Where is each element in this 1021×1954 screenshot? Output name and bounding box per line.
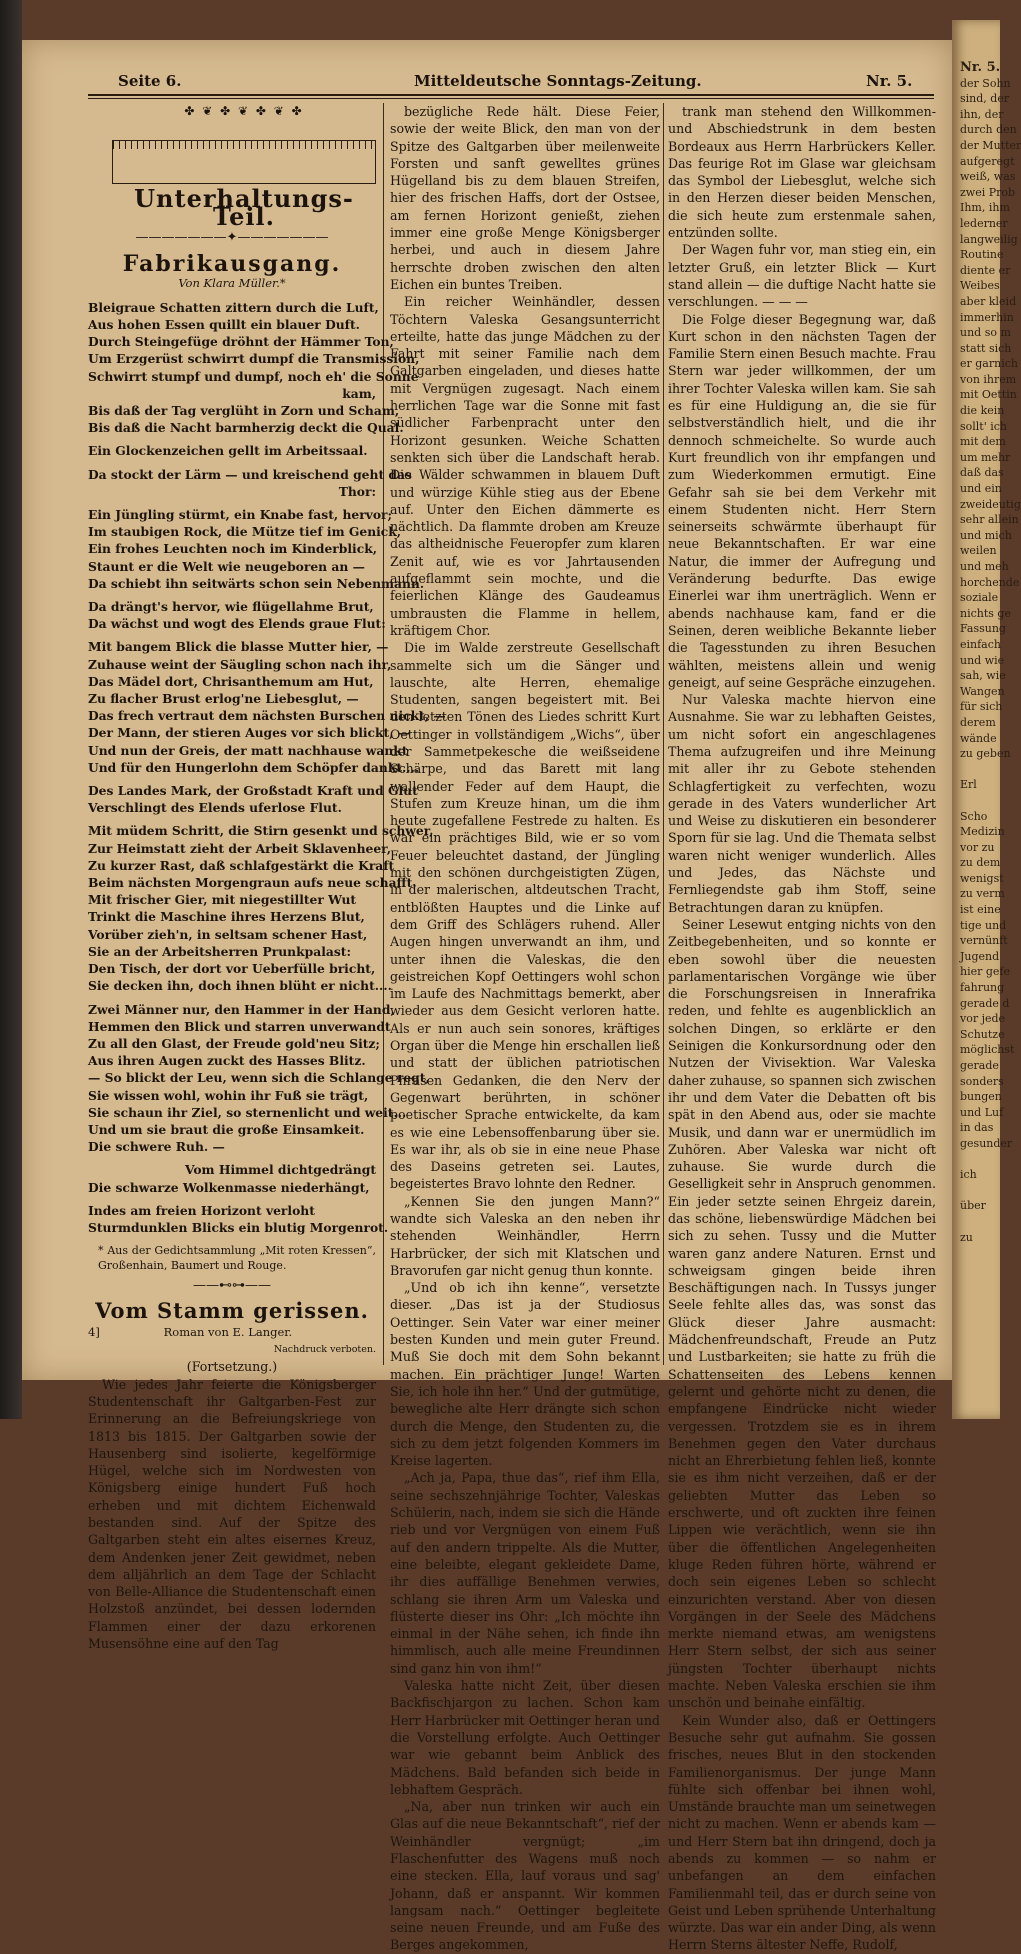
poem-line: Durch Steingefüge dröhnt der Hämmer Ton, <box>88 334 394 350</box>
paragraph: „Ach ja, Papa, thue das“, rief ihm Ella, seine sechszehnjährige Tochter, Valeskas Schülerin, nach, indem sie sich die Hände rieb und vor Vergnügen von einem Fuß auf den andern trippelte. Als die Mutter, eine beleibte, elegant gekleidete Dame, ihr dies auffällige Benehmen verwies, schlang sie ihren Arm um Valeska und flüsterte dieser ins Ohr: „Ich möchte ihn einmal in der Nähe sehen, ich finde ihn himmlisch, auch alle meine Freundinnen sind ganz hin von ihm!“ <box>390 1470 660 1676</box>
adjacent-fragment: statt sich <box>960 341 1012 355</box>
poem-line: Indes am freien Horizont verloht <box>88 1202 315 1218</box>
section-title: Unterhaltungs-Teil. <box>134 184 354 231</box>
poem-line: Da wächst und wogt des Elends graue Flut: <box>88 616 386 632</box>
poem-line: Aus hohen Essen quillt ein blauer Duft. <box>88 316 360 332</box>
adjacent-fragment: immerhin <box>960 310 1014 324</box>
column-divider <box>663 103 664 1365</box>
poem-line: Mit bangem Blick die blasse Mutter hier, — <box>88 639 389 655</box>
adjacent-fragment: vor zu <box>960 840 995 854</box>
adjacent-fragment: vor jede <box>960 1012 1006 1026</box>
poem-line: Des Landes Mark, der Großstadt Kraft und Glut <box>88 783 418 799</box>
adjacent-fragment: Weibes <box>960 279 1000 293</box>
issue-number: Nr. 5. <box>866 72 913 90</box>
adjacent-fragment: und ein <box>960 482 1002 496</box>
poem-line: Sturmdunklen Blicks ein blutig Morgenrot. <box>88 1219 389 1235</box>
adjacent-fragment: Jugend <box>960 949 1000 963</box>
poem-line: Zur Heimstatt zieht der Arbeit Sklavenheer, <box>88 840 392 856</box>
adjacent-fragment: fahrung <box>960 981 1005 995</box>
novel-subtitle: Roman von E. Langer. <box>163 1324 293 1339</box>
adjacent-fragment: der Mutter <box>960 138 1021 152</box>
poem-footnote: * Aus der Gedichtsammlung „Mit roten Kressen“, Großenhain, Baumert und Rouge. <box>98 1244 376 1272</box>
adjacent-fragment: zu geben <box>960 747 1011 761</box>
poem-line: Zu kurzer Rast, daß schlafgestärkt die Kraft <box>88 857 395 873</box>
paragraph: Die Folge dieser Begegnung war, daß Kurt schon in den nächsten Tagen der Familie Stern einen Besuch machte. Frau Stern war jeder willkommen, der um ihrer Tochter Valeska willen kam. Sie sah es für eine Huldigung an, die sie für selbstverständlich hielt, und die ihr dennoch schmeichelte. So wurde auch Kurt freundlich von ihr empfangen und zum Wiederkommen ermutigt. Eine Gefahr sah sie bei dem Verkehr mit einem Studenten nicht. Herr Stern seinerseits schwärmte überhaupt für neue Bekanntschaften. Er war eine Natur, die immer der Aufregung und Veränderung bedurfte. Das ewige Einerlei war ihm unerträglich. Wenn er abends nachhause kam, fand er die Seinen, deren weibliche Bekannte lieber die Tagesstunden zu ihren Besuchen wählten, meistens allein und wenig geneigt, auf seine Gespräche einzugehen. <box>668 311 936 690</box>
paragraph: Der Wagen fuhr vor, man stieg ein, ein letzter Gruß, ein letzter Blick — Kurt stand allein — die duftige Nacht hatte sie verschlungen. — — — <box>668 242 936 310</box>
poem-line: Ein Glockenzeichen gellt im Arbeitssaal. <box>88 443 368 459</box>
paragraph: Die im Walde zerstreute Gesellschaft sammelte sich um die Sänger und lauschte, alte Herren, ehemalige Studenten, sangen begeistert mit. Bei den letzten Tönen des Liedes schritt Kurt Oettinger in vollständigem „Wichs“, über der Sammetpekesche die weißseidene Schärpe, und das Barett mit lang wallender Feder auf dem Haupt, die Stufen zum Kreuze hinan, um die ihm heute zugefallene Festrede zu halten. Es war ein prächtiges Bild, wie er so vom Feuer beleuchtet dastand, der Jüngling mit den schönen durchgeistigten Zügen, in der malerischen, altdeutschen Tracht, entblößten Hauptes und die Linke auf dem Griff des Schlägers ruhend. Aller Augen hingen unverwandt an ihm, und unter ihnen die Valeskas, die den geistreichen Kopf Oettingers wohl schon im Laufe des Nachmittags bemerkt, aber wieder aus dem Gesicht verloren hatte. Als er nun auch sein sonores, kräftiges Organ über die Menge hin erschallen ließ und statt der üblichen patriotischen Phrasen Gedanken, die den Nerv der Gegenwart berührten, in schöner poetischer Sprache entwickelte, da kam es wie eine Lebensoffenbarung über sie. Es war ihr, als ob sie in eine neue Phase des Daseins getreten sei. Lautes, begeistertes Bravo lohnte den Redner. <box>390 640 660 1192</box>
adjacent-fragment: ihn, der <box>960 107 1004 121</box>
section-banner <box>112 140 376 184</box>
adjacent-fragment: sonders <box>960 1074 1004 1088</box>
adjacent-fragment <box>960 1183 1000 1199</box>
poem-line: Die schwarze Wolkenmasse niederhängt, <box>88 1179 370 1195</box>
adjacent-fragment: ich <box>960 1168 977 1182</box>
adjacent-fragment: langweilig <box>960 232 1018 246</box>
adjacent-fragment: zwei Prob <box>960 185 1016 199</box>
poem-line: Das frech vertraut dem nächsten Burschen nickt, — <box>88 708 446 724</box>
adjacent-fragment: Medizin <box>960 825 1005 839</box>
poem-line: Zu all den Glast, der Freude gold'neu Sitz; <box>88 1035 380 1051</box>
poem-line: Staunt er die Welt wie neugeboren an — <box>88 558 365 574</box>
adjacent-issue-number: Nr. 5. <box>960 60 1001 75</box>
poem-line: Hemmen den Blick und starren unverwandt <box>88 1018 391 1034</box>
poem-line: Mit müdem Schritt, die Stirn gesenkt und schwer, <box>88 823 434 839</box>
adjacent-fragment: der Sohn <box>960 76 1011 90</box>
adjacent-fragment: um mehr <box>960 450 1011 464</box>
adjacent-fragment: und meh <box>960 560 1009 573</box>
adjacent-fragment: und mich <box>960 528 1012 542</box>
poem-stanza <box>88 598 386 632</box>
poem-line: Der Mann, der stieren Auges vor sich blickt, — <box>88 725 411 741</box>
adjacent-fragment: über <box>960 1199 986 1213</box>
poem-line: Das Mädel dort, Chrisanthemum am Hut, <box>88 673 374 689</box>
adjacent-fragment: von ihrem <box>960 372 1017 386</box>
adjacent-fragment <box>960 1152 1000 1168</box>
adjacent-fragment: zu <box>960 1230 973 1244</box>
adjacent-fragment: Ihm, ihm <box>960 201 1010 215</box>
header-rule <box>88 94 934 96</box>
column-1 <box>88 103 446 1652</box>
poem-line: Thor: <box>338 483 376 499</box>
poem-line: Da schiebt ihn seitwärts schon sein Nebenmann. <box>88 575 425 591</box>
poem-stanza <box>88 1001 430 1156</box>
poem-line: Zwei Männer nur, den Hammer in der Hand, <box>88 1001 395 1017</box>
paragraph: Valeska hatte nicht Zeit, über diesen Backfischjargon zu lachen. Schon kam Herr Harbrücker mit Oettinger heran und die Vorstellung erfolgte. Auch Oettinger war wie gebannt beim Anblick des Mädchens. Bald befanden sich beide in lebhaftem Gespräch. <box>390 1678 660 1797</box>
ornament-divider: ——⊷⊶—— <box>193 1278 271 1294</box>
paragraph: „Na, aber nun trinken wir auch ein Glas auf die neue Bekanntschaft“, rief der Weinhändler vergnügt; „im Flaschenfutter des Wagens muß noch eine stecken. Ella, lauf voraus und sag' Johann, daß er anspannt. Wir kommen langsam nach.“ Oettinger begleitete seine neuen Freunde, und am Fuße des Berges angekommen, <box>390 1799 660 1953</box>
poem-line: kam, <box>342 385 376 401</box>
adjacent-fragment: Wangen <box>960 684 1005 698</box>
poem-line: Ein Jüngling stürmt, ein Knabe fast, hervor; <box>88 507 393 523</box>
poem-stanza <box>88 1161 376 1195</box>
installment-number: 4] <box>88 1324 100 1339</box>
adjacent-fragment: zu dem <box>960 856 1001 870</box>
poem-line: Trinkt die Maschine ihres Herzens Blut, <box>88 909 365 925</box>
poem-stanza <box>88 442 376 459</box>
novel-title: Vom Stamm gerissen. <box>95 1298 369 1324</box>
poem-line: Sie decken ihn, doch ihnen blüht er nicht.... <box>88 978 392 994</box>
adjacent-fragment: er garnich <box>960 357 1018 371</box>
poem-body <box>88 299 446 1236</box>
ornament-divider: ———————✦——————— <box>135 229 329 245</box>
paragraph: bezügliche Rede hält. Diese Feier, sowie der weite Blick, den man von der Spitze des Galtgarben über meilenweite Forsten und sanft gewelltes grünes Hügelland bis zu dem blauen Streifen, hier des frischen Haffs, dort der Ostsee, am fernen Horizont genießt, ziehen immer eine große Menge Königsberger herbei, und auch in diesem Jahre herrschte droben zwischen den alten Eichen ein buntes Treiben. <box>390 104 660 292</box>
adjacent-fragment: einfach <box>960 637 1001 651</box>
paragraph: „Und ob ich ihn kenne“, versetzte dieser. „Das ist ja der Studiosus Oettinger. Sein Vater war einer meiner besten Kunden und mein guter Freund. Muß Sie doch mit dem Sohn bekannt machen. Ein prächtiger Junge! Warten Sie, ich hole ihn her.“ Und der gutmütige, bewegliche alte Herr drängte sich schon durch die Menge, den Studenten zu, die sich zu dem jetzt folgenden Kommers im Kreise lagerten. <box>390 1280 660 1469</box>
poem-line: Vom Himmel dichtgedrängt <box>184 1162 376 1178</box>
adjacent-fragment: mit dem <box>960 435 1006 449</box>
adjacent-fragment: nichts ge <box>960 606 1011 620</box>
paragraph: Ein reicher Weinhändler, dessen Töchtern Valeska Gesangsunterricht erteilte, hatte das junge Mädchen zu der Fahrt mit seiner Familie nach dem Galtgarben eingeladen, und dieses hatte mit Vergnügen zugesagt. Nach einem herrlichen Tage war die Sonne mit fast südlicher Farbenpracht unter den Horizont gesunken. Weiche Schatten senkten sich über die Landschaft herab. Die Wälder schwammen in blauem Duft und würzige Kühle stieg aus der Ebene auf. Unter den Eichen dämmerte es nächtlich. Da flammte droben am Kreuze das altheidnische Feueropfer zum klaren Zenit auf, wie es vor Jahrtausenden aufgeflammt sein mochte, und die feierlichen Klänge des Gaudeamus umbrausten die Flamme in hellem, kräftigem Chor. <box>390 294 660 638</box>
poem-line: Sie wissen wohl, wohin ihr Fuß sie trägt, <box>88 1087 369 1103</box>
continuation-note: (Fortsetzung.) <box>186 1359 278 1375</box>
poem-stanza <box>88 782 418 816</box>
poem-line: Verschlingt des Elends uferlose Flut. <box>88 800 342 816</box>
paragraph: „Kennen Sie den jungen Mann?“ wandte sich Valeska an den neben ihr stehenden Weinhändler, Herrn Harbrücker, der sich mit Klatschen und Bravorufen gar nicht genug thun konnte. <box>390 1193 660 1278</box>
adjacent-fragment: gesunder <box>960 1136 1013 1150</box>
poem-line: Im staubigen Rock, die Mütze tief im Genick, <box>88 524 402 540</box>
adjacent-fragment: die kein <box>960 404 1005 418</box>
adjacent-fragment <box>960 1214 1000 1230</box>
paragraph: Nur Valeska machte hiervon eine Ausnahme. Sie war zu lebhaften Geistes, um nicht sofort ein angeschlagenes Thema aufzugreifen und ihre Meinung mit aller ihr zu Gebote stehenden Schlagfertigkeit zu verfechten, wozu gerade in des Vaters wunderlicher Art und Weise zu diskutieren ein besonderer Sporn für sie lag. Und die Themata selbst waren nicht weniger wunderlich. Alles und Jedes, das Nächste und Fernliegendste gab ihm Stoff, seine Betrachtungen daran zu knüpfen. <box>668 692 936 915</box>
adjacent-fragment: durch den <box>960 123 1017 137</box>
paragraph: Kein Wunder also, daß er Oettingers Besuche sehr gut aufnahm. Sie gossen frisches, neues Blut in den stockenden Familienorganismus. Der junge Mann fühlte sich offenbar bei ihnen wohl, Umstände brauchte man um seinetwegen nicht zu machen. Wenn er abends kam — und Herr Stern bat ihn dringend, doch ja abends zu kommen — so nahm er unbefangen an dem einfachen Familienmahl teil, das er durch seine von Geist und Leben sprühende Unterhaltung würzte. Das war ein ander Ding, als wenn Herrn Sterns ältester Neffe, Rudolf, <box>668 1712 936 1953</box>
adjacent-fragment: sollt' ich <box>960 419 1008 433</box>
paragraph: Seiner Lesewut entging nichts von den Zeitbegebenheiten, und so konnte er eben sowohl über die neuesten parlamentarischen Vorgänge wie über die Forschungsreisen in Innerafrika reden, und fehlte es augenblicklich an solchen Dingen, so erklärte er den Seinigen die Konkursordnung oder den Nutzen der Vivisektion. War Valeska daher zuhause, so spannen sich zwischen ihr und dem Vater die Debatten oft bis spät in den Abend aus, oder sie machte Musik, und dann war er unermüdlich im Zuhören. Aber Valeska war nicht oft zuhause. Sie wurde durch die Geselligkeit sehr in Anspruch genommen. Ein jeder setzte seinen Ehrgeiz darein, das schöne, liebenswürdige Mädchen bei sich zu sehen. Tussy und die Mutter waren ganz andere Naturen. Ernst und schweigsam gingen beide ihren Beschäftigungen nach. In Tussys junger Seele fehlte alles das, was sonst das Glück dieser Jahre ausmacht: Mädchenfreundschaft, Freude an Putz und Lustbarkeiten; sie hatte zu früh die Schattenseiten des Lebens kennen gelernt und gehörte nicht zu denen, die empfangene Eindrücke nicht wieder vergessen. Trotzdem sie es in ihrem Benehmen gegen den Vater durchaus nicht an Ehrerbietung fehlen ließ, konnte sie es ihm nicht verzeihen, daß er der geliebten Mutter das Leben so erschwerte, und oft zuckten ihre feinen Lippen wie verächtlich, wenn sie ihn über die öffentlichen Angelegenheiten kluge Reden führen hörte, während er doch sein eigenes Leben so schlecht einzurichten verstand. Aber von diesen Vorgängen in der Seele des Mädchens merkte niemand etwas, am wenigstens Herr Stern selbst, der sich aus seiner jüngsten Tochter überhaupt nichts machte. Neben Valeska erschien sie ihm unschön und beinahe einfältig. <box>668 916 936 1711</box>
paragraph: trank man stehend den Willkommen- und Abschiedstrunk in dem besten Bordeaux aus Herrn Harbrückers Keller. Das feurige Rot im Glase war gleichsam das Symbol der Liebesglut, welche sich in den Herzen dieser beiden Menschen, die sich heute zum erstenmale sahen, entzünden sollte. <box>668 104 936 241</box>
adjacent-fragment: wenigst <box>960 871 1004 885</box>
poem-stanza <box>88 1202 389 1236</box>
poem-line: Die schwere Ruh. — <box>88 1139 225 1155</box>
adjacent-fragment: Scho <box>960 809 988 823</box>
poem-line: Da drängt's hervor, wie flügellahme Brut, <box>88 599 374 615</box>
novel-text-col2 <box>390 103 660 1954</box>
adjacent-fragment: sehr allein <box>960 513 1019 527</box>
adjacent-fragment: lederner <box>960 216 1008 230</box>
newspaper-title: Mitteldeutsche Sonntags-Zeitung. <box>414 72 702 90</box>
adjacent-fragment <box>960 793 1000 809</box>
poem-line: Da stockt der Lärm — und kreischend geht das <box>88 466 412 482</box>
adjacent-fragment: möglichst <box>960 1043 1015 1057</box>
poem-stanza <box>88 299 420 437</box>
header-rule-thin <box>88 98 934 99</box>
poem-line: Bis daß der Tag verglüht in Zorn und Scham, <box>88 403 400 418</box>
adjacent-fragment: für sich <box>960 700 1003 714</box>
adjacent-fragment: Fassung <box>960 622 1006 636</box>
reprint-notice: Nachdruck verboten. <box>273 1344 376 1356</box>
novel-text-col1 <box>88 1376 376 1653</box>
poem-line: Und für den Hungerlohn dem Schöpfer dankt.... <box>88 759 420 775</box>
adjacent-fragment: und Luf <box>960 1105 1004 1119</box>
poem-line: Zuhause weint der Säugling schon nach ihr, <box>88 656 392 672</box>
adjacent-fragment: vernünft <box>960 934 1008 948</box>
adjacent-fragment: tige und <box>960 918 1007 932</box>
adjacent-fragment: gerade d <box>960 996 1010 1010</box>
adjacent-fragment: und wie <box>960 653 1005 667</box>
poem-line: Bis daß die Nacht barmherzig deckt die Qual. <box>88 420 404 436</box>
adjacent-fragment: sind, der <box>960 92 1010 106</box>
adjacent-fragment: mit Oettin <box>960 388 1017 402</box>
adjacent-fragment: Erl <box>960 778 977 792</box>
poem-stanza <box>88 466 412 500</box>
poem-stanza <box>88 506 425 592</box>
column-2 <box>390 103 660 1954</box>
adjacent-fragment: in das <box>960 1121 994 1135</box>
adjacent-fragment: aber kleid <box>960 294 1017 308</box>
poem-line: Sie schaun ihr Ziel, so sternenlicht und weit... <box>88 1104 407 1120</box>
poem-line: Mit frischer Gier, mit niegestillter Wut <box>88 892 357 908</box>
adjacent-fragment <box>960 762 1000 778</box>
adjacent-fragment: ist eine <box>960 903 1001 917</box>
adjacent-fragment: gerade <box>960 1059 999 1072</box>
adjacent-fragment: wände <box>960 731 997 745</box>
adjacent-fragment: und so m <box>960 326 1011 340</box>
poem-byline: Von Klara Müller.* <box>178 276 286 291</box>
page-number-label: Seite 6. <box>118 72 182 90</box>
adjacent-fragment: aufgeregt <box>960 154 1015 168</box>
adjacent-fragment: sah, wie <box>960 669 1006 683</box>
poem-line: Schwirrt stumpf und dumpf, noch eh' die Sonne <box>88 368 419 384</box>
poem-line: Bleigraue Schatten zittern durch die Luft, <box>88 299 379 315</box>
adjacent-fragment: hier gefe <box>960 965 1010 979</box>
adjacent-fragment: horchende <box>960 575 1020 589</box>
poem-line: Und nun der Greis, der matt nachhause wankt <box>88 742 408 758</box>
adjacent-fragment: soziale <box>960 591 999 605</box>
adjacent-fragment: daß das <box>960 466 1004 480</box>
column-3 <box>668 103 936 1954</box>
poem-line: Zu flacher Brust erlog'ne Liebesglut, — <box>88 691 359 707</box>
poem-stanza <box>88 822 434 994</box>
poem-line: Vorüber zieh'n, in seltsam schener Hast, <box>88 926 368 942</box>
adjacent-fragment: Schutze <box>960 1027 1005 1041</box>
ornament: ✤ ❦ ✤ ❦ ✤ ❦ ✤ <box>184 104 304 118</box>
adjacent-page-edge <box>952 20 1021 1419</box>
poem-line: Und um sie braut die große Einsamkeit. <box>88 1121 365 1137</box>
poem-title: Fabrikausgang. <box>122 251 342 278</box>
adjacent-fragment: Routine <box>960 248 1004 262</box>
poem-line: Beim nächsten Morgengraun aufs neue schafft. <box>88 875 417 891</box>
poem-line: Aus ihren Augen zuckt des Hasses Blitz. <box>88 1053 366 1069</box>
poem-line: Den Tisch, der dort vor Ueberfülle bricht, <box>88 961 376 977</box>
poem-line: Sie an der Arbeitsherren Prunkpalast: <box>88 943 351 959</box>
adjacent-text-fragments <box>952 76 1021 1246</box>
poem-line: Um Erzgerüst schwirrt dumpf die Transmission, <box>88 351 420 367</box>
adjacent-fragment: zweideutig <box>960 497 1021 511</box>
novel-text-col3 <box>668 103 936 1954</box>
adjacent-fragment: weiß, was <box>960 170 1016 184</box>
poem-stanza <box>88 638 446 776</box>
paragraph: Wie jedes Jahr feierte die Königsberger Studentenschaft ihr Galtgarben-Fest zur Erinnerung an die Befreiungskriege von 1813 bis 1815. Der Galtgarben sowie der Hausenberg sind isolierte, kegelförmige Hügel, welche sich im Nordwesten von Königsberg einige hundert Fuß hoch erheben und mit dichtem Eichenwald bestanden sind. Auf der Spitze des Galtgarben steht ein altes eisernes Kreuz, dem Andenken jener Zeit gewidmet, neben dem alljährlich an dem Tage der Schlacht von Belle-Alliance die Studentenschaft einen Holzstoß anzündet, bei dessen lodernden Flammen einer der dazu erkorenen Musensöhne eine auf den Tag <box>88 1376 376 1652</box>
adjacent-fragment: derem <box>960 715 996 729</box>
poem-line: — So blickt der Leu, wenn sich die Schlange regt, <box>88 1070 430 1086</box>
adjacent-fragment: bungen <box>960 1090 1002 1104</box>
poem-line: Ein frohes Leuchten noch im Kinderblick, <box>88 541 378 557</box>
adjacent-fragment: zu verm <box>960 887 1005 901</box>
novel-meta <box>88 1324 376 1341</box>
adjacent-fragment: diente er <box>960 263 1011 277</box>
book-spine <box>0 0 22 1419</box>
adjacent-fragment: weilen <box>960 544 997 558</box>
